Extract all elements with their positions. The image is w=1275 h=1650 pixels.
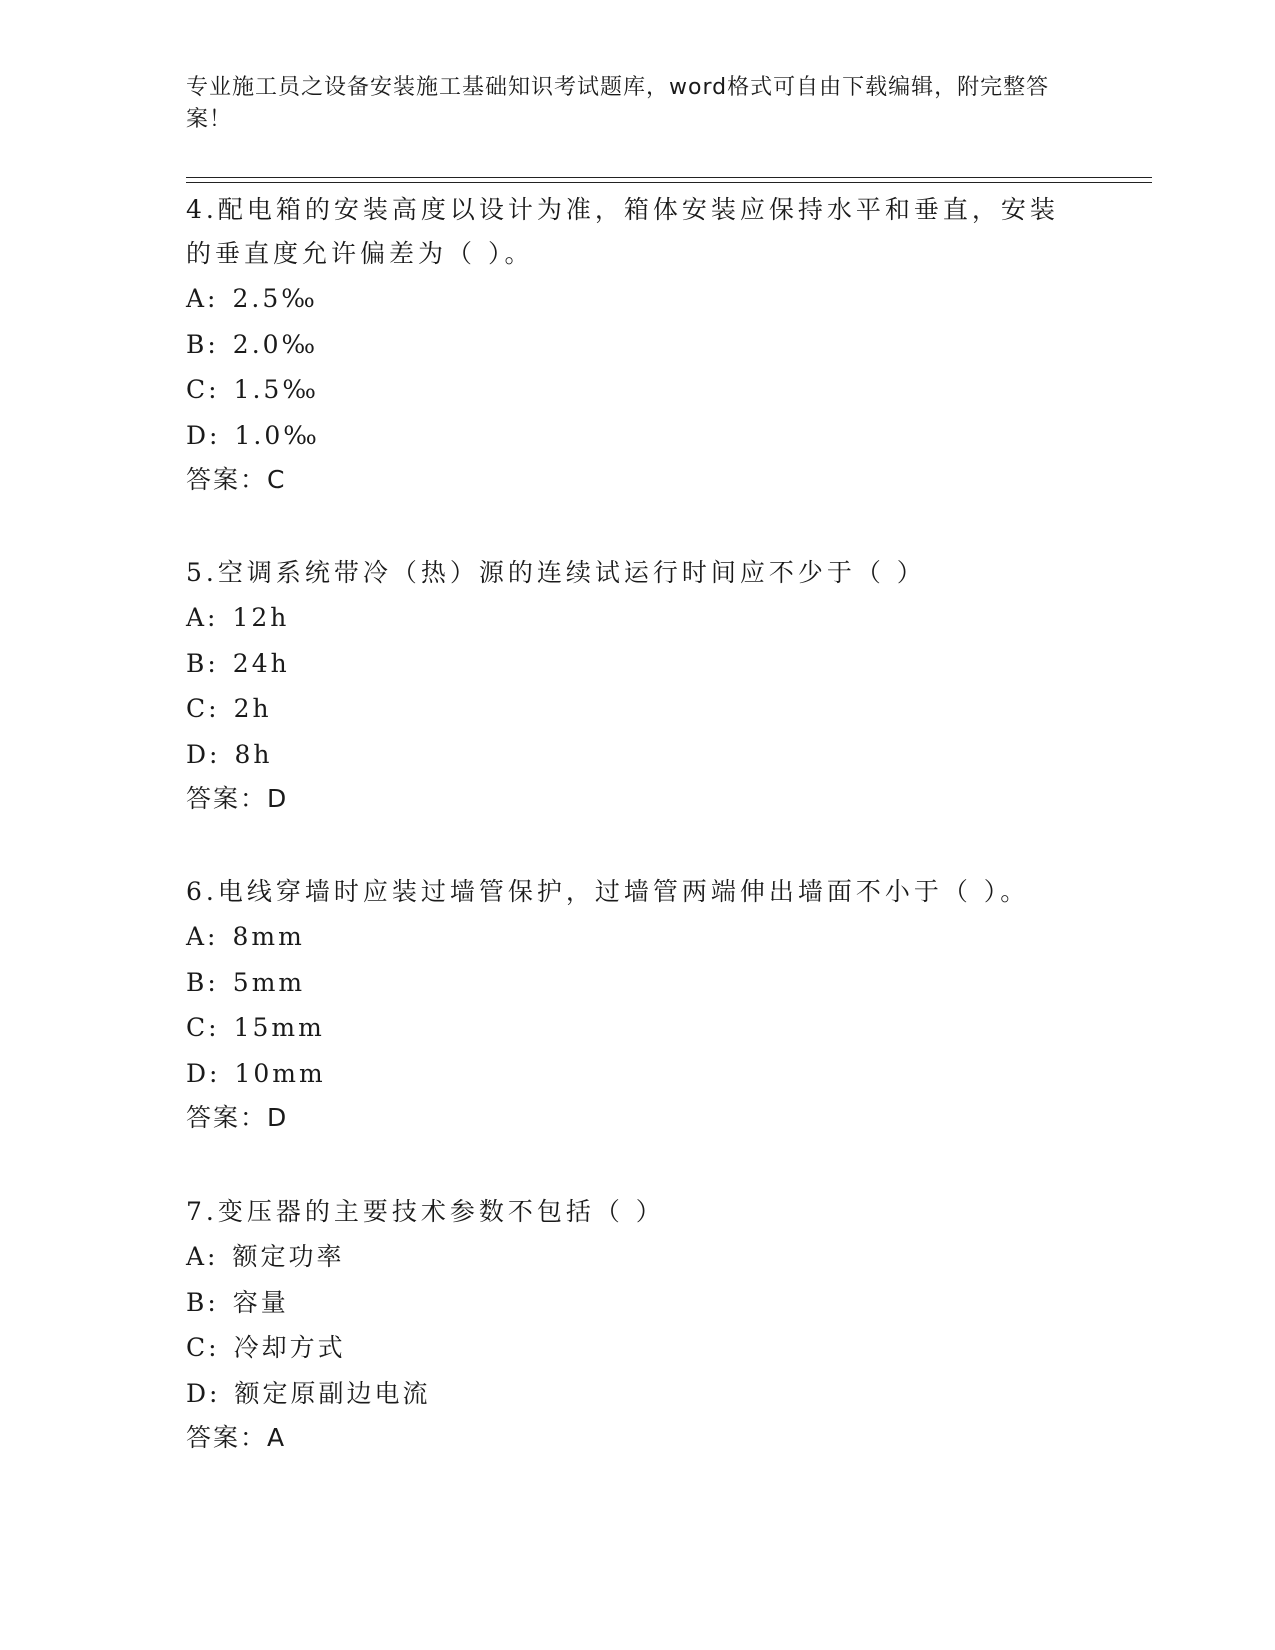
option-value: 10mm (234, 1058, 326, 1088)
option-d (186, 732, 1066, 778)
option-key: B: (186, 1287, 219, 1317)
option-c (186, 1325, 1066, 1371)
option-b (186, 1280, 1066, 1326)
option-key: D: (186, 420, 221, 450)
option-key: A: (186, 603, 219, 632)
question-text: 6.电线穿墙时应装过墙管保护，过墙管两端伸出墙面不小于（ ）。 (186, 877, 1030, 906)
answer: 答案：D (186, 784, 289, 813)
option-value: 额定功率 (232, 1242, 345, 1271)
option-key: D: (186, 739, 221, 769)
option-b (186, 960, 1066, 1006)
question-5 (186, 551, 1066, 821)
question-4 (186, 188, 1066, 502)
option-key: A: (186, 284, 219, 313)
option-value: 2h (233, 694, 272, 723)
header-rule-top (186, 177, 1152, 178)
option-c (186, 367, 1066, 413)
question-6 (186, 870, 1066, 1140)
question-text: 7.变压器的主要技术参数不包括（ ） (186, 1197, 665, 1226)
option-key: C: (186, 694, 220, 723)
option-value: 冷却方式 (233, 1333, 346, 1362)
option-value: 1.0‰ (234, 420, 320, 450)
option-key: B: (186, 648, 219, 678)
option-value: 15mm (233, 1013, 325, 1042)
option-key: C: (186, 1333, 220, 1362)
answer: 答案：D (186, 1103, 289, 1132)
option-value: 额定原副边电流 (234, 1378, 431, 1408)
option-key: D: (186, 1378, 221, 1408)
option-value: 8mm (232, 922, 305, 951)
option-a (186, 276, 1066, 322)
option-c (186, 1005, 1066, 1051)
answer: 答案：C (186, 465, 287, 494)
option-b (186, 641, 1066, 687)
option-d (186, 413, 1066, 459)
option-b (186, 322, 1066, 368)
option-key: A: (186, 922, 219, 951)
option-a (186, 914, 1066, 960)
answer: 答案：A (186, 1423, 287, 1452)
option-d (186, 1371, 1066, 1417)
option-value: 1.5‰ (233, 375, 319, 404)
option-key: C: (186, 1013, 220, 1042)
option-d (186, 1051, 1066, 1097)
option-key: B: (186, 967, 219, 997)
option-value: 5mm (232, 967, 306, 997)
header-rule-bottom (186, 182, 1152, 183)
option-key: C: (186, 375, 220, 404)
option-c (186, 686, 1066, 732)
option-value: 2.5‰ (232, 284, 318, 313)
option-a (186, 595, 1066, 641)
option-value: 24h (232, 648, 290, 678)
document-header: 专业施工员之设备安装施工基础知识考试题库，word格式可自由下载编辑，附完整答案！ (186, 75, 1050, 132)
option-key: A: (186, 1242, 219, 1271)
option-key: D: (186, 1058, 221, 1088)
option-value: 12h (232, 603, 290, 632)
option-a (186, 1234, 1066, 1280)
option-value: 2.0‰ (232, 329, 319, 359)
question-7 (186, 1190, 1066, 1460)
option-value: 8h (234, 739, 273, 769)
question-text: 4.配电箱的安装高度以设计为准，箱体安装应保持水平和垂直，安装的垂直度允许偏差为（ ）。 (186, 195, 1059, 268)
option-value: 容量 (232, 1287, 289, 1317)
option-key: B: (186, 329, 219, 359)
question-text: 5.空调系统带冷（热）源的连续试运行时间应不少于（ ） (186, 558, 926, 587)
